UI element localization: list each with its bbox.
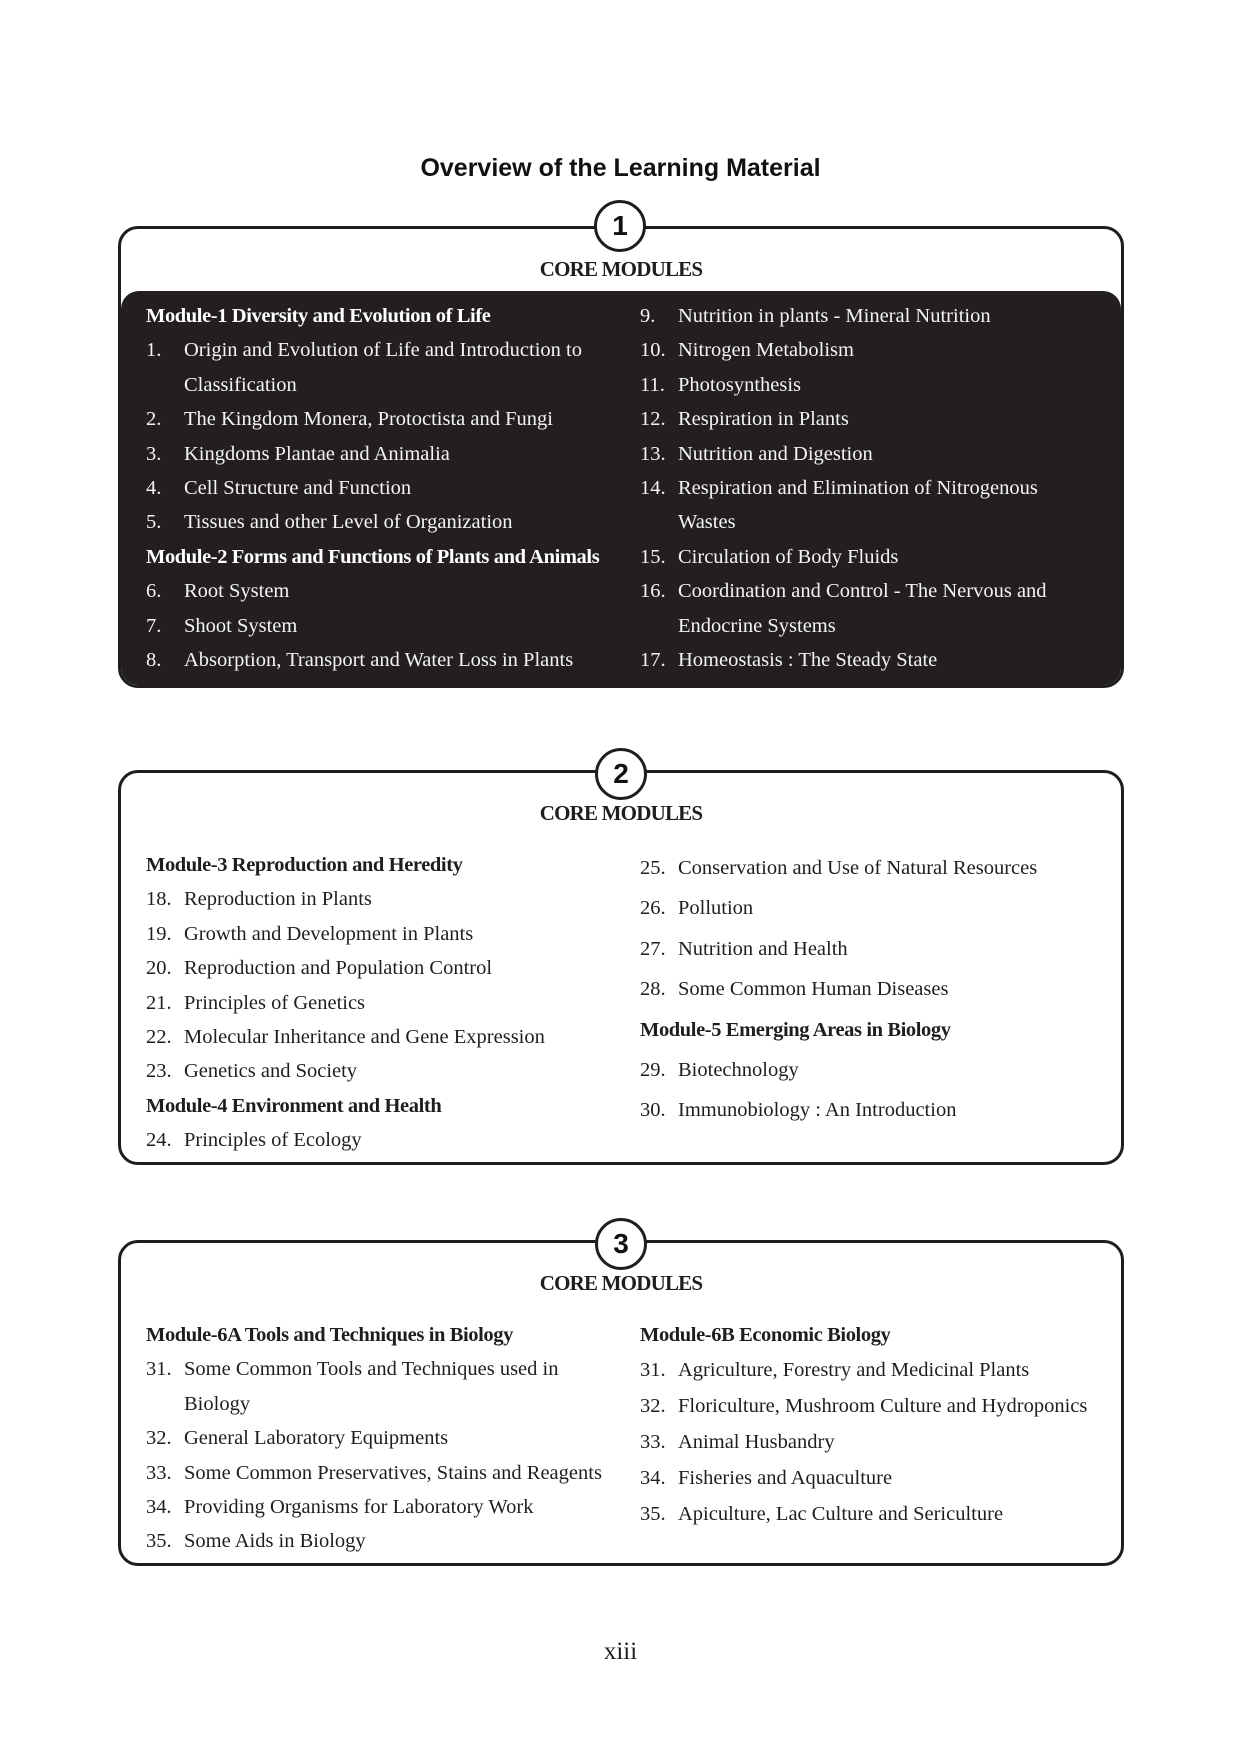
module-heading: Module-1 Diversity and Evolution of Life [146,305,491,327]
chapter-item [146,1421,631,1455]
chapter-title: Biotechnology [678,1059,799,1082]
chapter-number: 20. [146,957,172,980]
chapter-title: Kingdoms Plantae and Animalia [184,442,450,465]
right-column [640,1318,1106,1532]
chapter-number: 21. [146,991,172,1014]
chapter-item [146,1524,631,1558]
chapter-number: 10. [640,339,666,362]
chapter-number: 11. [640,373,665,396]
chapter-number: 22. [146,1026,172,1049]
chapter-title: Some Common Preservatives, Stains and Reagents [184,1461,602,1484]
chapter-title-continued: Wastes [678,511,736,534]
chapter-title: Some Common Human Diseases [678,978,949,1001]
chapter-item [640,888,1106,928]
section-number-badge: 1 [594,200,646,252]
chapter-title: Reproduction in Plants [184,888,372,911]
chapter-number: 7. [146,614,162,637]
dark-panel [121,291,1121,685]
chapter-item [146,609,631,643]
left-column [146,1318,631,1559]
chapter-number: 4. [146,477,162,500]
chapter-item [146,917,631,951]
right-column [640,299,1106,677]
chapter-title-continued: Endocrine Systems [678,614,836,637]
chapter-number: 14. [640,477,666,500]
section-box-2 [118,758,1124,1165]
chapter-item [146,1020,631,1054]
chapter-title: Animal Husbandry [678,1431,835,1454]
chapter-item [146,1054,631,1088]
chapter-number: 16. [640,580,666,603]
chapter-number: 33. [146,1461,172,1484]
chapter-number: 3. [146,442,162,465]
chapter-title: Nutrition and Digestion [678,442,873,465]
chapter-number: 2. [146,408,162,431]
chapter-title: Some Common Tools and Techniques used in [184,1358,559,1381]
chapter-number: 25. [640,857,666,879]
page-title: Overview of the Learning Material [420,154,821,182]
right-column [640,848,1106,1131]
chapter-title: Agriculture, Forestry and Medicinal Plants [678,1359,1030,1382]
chapter-title: Circulation of Body Fluids [678,545,899,568]
chapter-title: Coordination and Control - The Nervous and [678,580,1047,603]
module-heading: Module-4 Environment and Health [146,1094,442,1117]
module-heading: Module-6B Economic Biology [640,1324,891,1346]
chapter-title: Reproduction and Population Control [184,957,493,980]
chapter-number: 32. [146,1427,172,1450]
chapter-number: 23. [146,1060,172,1083]
chapter-number: 12. [640,408,666,431]
chapter-item [640,299,1106,333]
chapter-title: Immunobiology : An Introduction [678,1099,957,1122]
chapter-item [146,402,631,436]
chapter-item [640,1050,1106,1090]
chapter-title: Some Aids in Biology [184,1530,366,1553]
chapter-item [640,333,1106,367]
section-box-1 [118,226,1124,688]
section-number-badge: 3 [595,1218,647,1270]
chapter-number: 31. [640,1359,666,1382]
chapter-title: Nutrition in plants - Mineral Nutrition [678,305,991,327]
chapter-number: 5. [146,511,162,534]
section-number-badge: 2 [595,748,647,800]
chapter-item [146,1490,631,1524]
chapter-item [146,1123,631,1157]
left-column [146,299,631,677]
chapter-title: Origin and Evolution of Life and Introduction to [184,339,582,362]
chapter-number: 30. [640,1099,666,1122]
chapter-title-continued: Biology [184,1392,251,1415]
chapter-number: 29. [640,1059,666,1082]
chapter-item [146,574,631,608]
chapter-item [146,333,631,367]
chapter-item [640,540,1106,574]
module-heading: Module-6A Tools and Techniques in Biology [146,1324,513,1346]
chapter-title: Fisheries and Aquaculture [678,1467,893,1490]
chapter-item [146,643,631,677]
chapter-item [146,471,631,505]
chapter-item [640,848,1106,888]
chapter-title-continued: Classification [184,373,297,396]
chapter-number: 19. [146,922,172,945]
chapter-number: 34. [640,1467,666,1490]
chapter-title: Homeostasis : The Steady State [678,649,938,672]
chapter-number: 26. [640,897,666,920]
chapter-item [640,1090,1106,1130]
chapter-title: Pollution [678,897,754,920]
chapter-title: Absorption, Transport and Water Loss in Plants [184,649,574,672]
chapter-number: 1. [146,339,162,362]
module-heading: Module-5 Emerging Areas in Biology [640,1018,951,1041]
chapter-item [640,1496,1106,1532]
chapter-title: Cell Structure and Function [184,477,412,500]
chapter-number: 35. [146,1530,172,1553]
chapter-number: 35. [640,1503,666,1526]
chapter-item [640,437,1106,471]
chapter-number: 17. [640,649,666,672]
chapter-item [640,402,1106,436]
chapter-title: Principles of Ecology [184,1129,362,1152]
chapter-title: Floriculture, Mushroom Culture and Hydroponics [678,1395,1088,1418]
chapter-title: Principles of Genetics [184,991,366,1014]
chapter-title: Tissues and other Level of Organization [184,511,513,534]
chapter-number: 24. [146,1129,172,1152]
chapter-title: Respiration in Plants [678,408,849,431]
section-box-3 [118,1228,1124,1566]
chapter-title: Apiculture, Lac Culture and Sericulture [678,1503,1004,1526]
chapter-title: Providing Organisms for Laboratory Work [184,1496,534,1519]
core-modules-label: CORE MODULES [539,1271,703,1295]
chapter-title: Genetics and Society [184,1060,358,1083]
chapter-title: Photosynthesis [678,373,802,396]
chapter-number: 33. [640,1431,666,1454]
chapter-item [640,1424,1106,1460]
chapter-item [146,437,631,471]
core-modules-label: CORE MODULES [539,257,703,281]
chapter-title: Molecular Inheritance and Gene Expression [184,1026,545,1049]
chapter-number: 34. [146,1496,172,1519]
chapter-item [640,643,1106,677]
chapter-item [640,1388,1106,1424]
chapter-title: The Kingdom Monera, Protoctista and Fungi [184,408,553,431]
chapter-item [640,1352,1106,1388]
chapter-number: 8. [146,649,162,672]
module-heading: Module-2 Forms and Functions of Plants and Animals [146,545,600,568]
chapter-title: Conservation and Use of Natural Resources [678,857,1038,879]
chapter-item [146,1456,631,1490]
chapter-item [146,505,631,539]
core-modules-label: CORE MODULES [539,801,703,825]
page-number: xiii [603,1638,638,1665]
chapter-item [640,368,1106,402]
chapter-number: 6. [146,580,162,603]
chapter-title: Growth and Development in Plants [184,922,474,945]
chapter-number: 13. [640,442,666,465]
chapter-item [640,471,1106,505]
chapter-title: Nitrogen Metabolism [678,339,854,362]
chapter-item [146,986,631,1020]
chapter-number: 32. [640,1395,666,1418]
chapter-title: Shoot System [184,614,298,637]
chapter-number: 27. [640,937,666,960]
chapter-item [640,1460,1106,1496]
chapter-item [640,929,1106,969]
chapter-item [146,951,631,985]
chapter-item [640,969,1106,1009]
chapter-item [640,574,1106,608]
chapter-number: 31. [146,1358,172,1381]
chapter-title: General Laboratory Equipments [184,1427,449,1450]
module-heading: Module-3 Reproduction and Heredity [146,854,463,876]
chapter-number: 9. [640,305,656,327]
chapter-title: Respiration and Elimination of Nitrogenous [678,477,1038,500]
chapter-number: 15. [640,545,666,568]
chapter-item [146,1352,631,1386]
chapter-number: 18. [146,888,172,911]
chapter-title: Nutrition and Health [678,937,848,960]
chapter-title: Root System [184,580,290,603]
chapter-item [146,882,631,916]
left-column [146,848,631,1158]
chapter-number: 28. [640,978,666,1001]
